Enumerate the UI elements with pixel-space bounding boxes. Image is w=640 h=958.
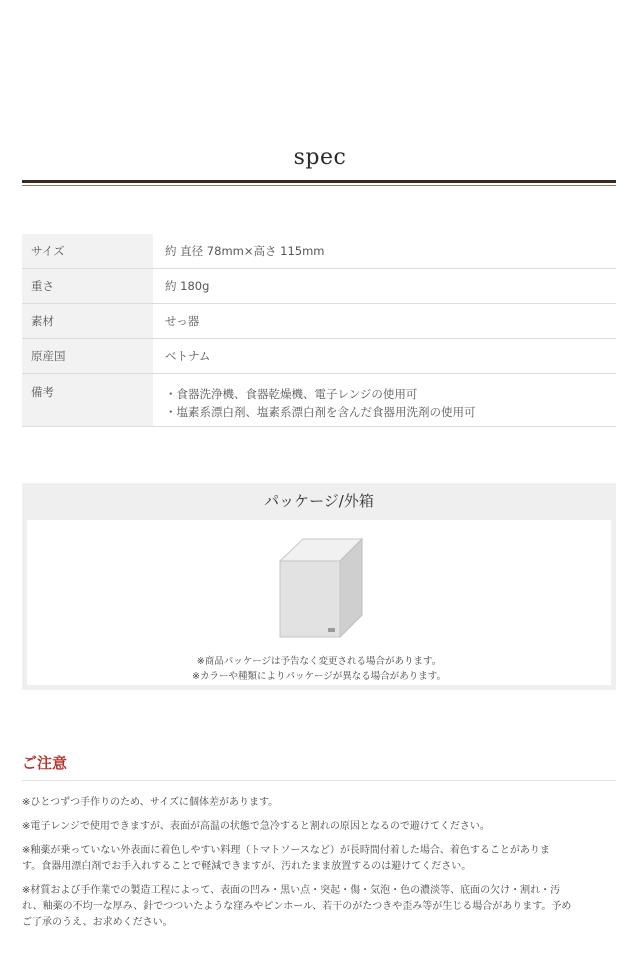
caution-list (22, 795, 614, 939)
spec-value: 約 直径 78mm×高さ 115mm (165, 244, 325, 258)
spec-label: 素材 (22, 304, 153, 338)
caution-divider (22, 780, 616, 781)
caution-line: ※ひとつずつ手作りのため、サイズに個体差があります。 (22, 797, 279, 808)
spec-title: spec (293, 145, 347, 170)
spec-value: せっ器 (165, 314, 200, 328)
package-title: パッケージ/外箱 (264, 492, 374, 510)
package-section (22, 483, 616, 690)
spec-label: 重さ (22, 269, 153, 303)
caution-item (22, 819, 614, 835)
spec-divider-thick (22, 180, 616, 183)
spec-label: 備考 (22, 374, 153, 426)
caution-line: ※釉薬が乗っていない外表面に着色しやすい料理（トマトソースなど）が長時間付着した場合、着色することがありま (22, 845, 550, 856)
package-content (27, 520, 611, 685)
spec-table (22, 234, 616, 427)
caution-line: す。食器用漂白剤でお手入れすることで軽減できますが、汚れたまま放置するのは避けてください。 (22, 861, 472, 872)
spec-note-line: ・食器洗浄機、食器乾燥機、電子レンジの使用可 (165, 387, 418, 401)
spec-row-origin (22, 339, 616, 374)
spec-label: サイズ (22, 234, 153, 268)
spec-row-weight (22, 269, 616, 304)
caution-item (22, 883, 614, 931)
caution-line: れ、釉薬の不均一な厚み、針でつついたような窪みやピンホール、若干のがたつきや歪み等が生じる場合があります。予め (22, 901, 572, 912)
caution-line: ※電子レンジで使用できますが、表面が高温の状態で急冷すると割れの原因となるので避けてください。 (22, 821, 490, 832)
caution-item (22, 843, 614, 875)
spec-divider-thin (22, 185, 616, 186)
package-note: ※カラーや種類によりパッケージが異なる場合があります。 (191, 671, 446, 682)
caution-item (22, 795, 614, 811)
spec-label: 原産国 (22, 339, 153, 373)
spec-row-notes (22, 374, 616, 427)
spec-row-size (22, 234, 616, 269)
package-note: ※商品パッケージは予告なく変更される場合があります。 (196, 656, 442, 667)
spec-value: ベトナム (165, 349, 211, 363)
box-package-icon (278, 535, 364, 639)
caution-heading: ご注意 (22, 754, 68, 772)
spec-value (153, 374, 616, 426)
spec-value: 約 180g (165, 279, 210, 293)
caution-line: ご了承のうえ、お求めください。 (22, 917, 173, 928)
spec-note-line: ・塩素系漂白剤、塩素系漂白剤を含んだ食器用洗剤の使用可 (165, 405, 476, 419)
caution-line: ※材質および手作業での製造工程によって、表面の凹み・黒い点・突起・傷・気泡・色の濃淡等、底面の欠け・割れ・汚 (22, 885, 561, 896)
spec-row-material (22, 304, 616, 339)
